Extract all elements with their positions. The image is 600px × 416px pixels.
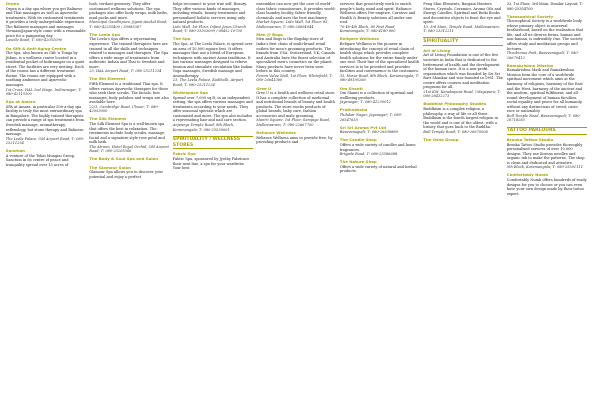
column-6 bbox=[422, 2, 506, 412]
listing-address: The Atrium, Hotel Royal Orchid, Old Airport Road; T: 080-25205566 bbox=[89, 144, 169, 154]
listing-description: The Leela's Spa offers a rejuvenating experience. The trained therapists here are trained in all the skills and techniques related to massages and therapies. The Spa offers a wide range of treatments from authentic Indian and Thai to Swedish and more. bbox=[89, 37, 169, 69]
listing-entry bbox=[507, 138, 587, 170]
listing-address: Municipal Gandhipura, Jigani-Anekal Road; T: 080-42255400 / 30983367 bbox=[89, 20, 168, 29]
listing-description: The Silk Element Spa is a well-known spa that offers the best in relaxation. The treatments include body scrubs, massage, facial and a signature style rose petal and milk bath. bbox=[89, 122, 166, 145]
listing-entry bbox=[423, 49, 503, 99]
listing-title: The Silk Element bbox=[89, 116, 127, 122]
listing-entry bbox=[340, 2, 420, 34]
listing-address: 33, Hosur Road, 8th Block, Koramangala; T: 080-49195266 bbox=[339, 73, 420, 83]
listing-address: 23, HAL Airport Road; T: 080-25211234 bbox=[89, 69, 162, 74]
listing-title: Spa at Amara bbox=[5, 99, 36, 105]
listing-title: The Nature Shop bbox=[339, 159, 377, 165]
listing-entry bbox=[340, 126, 420, 135]
listing-description: Orpea is a day spa where you get Balinese and Thai massages as well as Ayurvedic treatments. With its customised treatments it provides a truly unforgettable experience. The Balinese massages and massages Vietnam/Japan-style come with a reasonable price for a pampering day. bbox=[5, 6, 86, 38]
listing-entry bbox=[173, 91, 253, 132]
listing-address: 5th Block, Koramangala; T: 080-25501111 bbox=[506, 165, 583, 170]
listing-description: Glamour Spa allows you to discover your potential and enjoy a perfect bbox=[89, 170, 164, 179]
column-1 bbox=[4, 2, 88, 412]
listing-description: Reliance Wellness aims to provide free, by providing products and bbox=[256, 135, 333, 145]
listing-entry bbox=[256, 131, 336, 145]
listing-entry bbox=[340, 87, 420, 105]
listing-entry bbox=[6, 2, 86, 43]
listing-entry bbox=[6, 47, 86, 97]
listing-address: Bull Temple Road; T: 080-26670006 bbox=[423, 129, 488, 134]
column-5 bbox=[338, 2, 422, 412]
listing-address: Lavelle Road; T: 080-42051090 bbox=[5, 38, 62, 43]
listing-title: The Leela Spa bbox=[89, 31, 120, 37]
listing-title: Om Shanti bbox=[339, 85, 363, 91]
listing-description: ensembles can now get the care of world-class fabric connoisseurs. It provides world-class laundry facility, fabric friendly chemicals and uses the best machinery. bbox=[256, 2, 336, 20]
listing-description: The Spa, at The Leela Palace, is spread over an area of 10,000 square feet. It offers massages that use a blend of European techniques with ancient Asian traditions. It has various massages designed to relieve tension and stimulate circulation like Indian Yoga massages, Swedish massage and Aromatherapy. bbox=[172, 42, 253, 78]
listing-description: SPA at Amara, in particular 500-a-day spa facility is truly the most extraordinary spa in Bangalore. The highly trained therapists can provide a range of spa treatments from Swedish massage, aromatherapy, reflexology, hot stone therapy and Balinese massage. bbox=[5, 104, 85, 137]
listing-address: Theobroma Park, Basavanagudi; T: 080-26670412 bbox=[506, 51, 579, 60]
listing-description: Religare Wellness is the pioneer in introducing the concept of retail chain of health shops which provides complete health solutions for the entire family under one roof. Their line of the specialised health services is to be provided and provides facilities and convenience to the customers. bbox=[339, 42, 420, 74]
listing-entry bbox=[507, 64, 587, 123]
listing-title: Gree U bbox=[256, 85, 272, 91]
listing-entry bbox=[423, 2, 503, 34]
listing-title: Theosophical Society bbox=[506, 13, 554, 19]
listing-address: 22/3, Cambridge Road, Ulsoor; T: 080-42053000 bbox=[89, 104, 159, 114]
section-heading: SPIRITUALITY / WELLNESS STORES bbox=[173, 136, 253, 150]
listing-description: The Spa, also known as Gift 'n Tonga by Jitfam, is a wellness centre located in a residential pocket of Indiranagar on a quiet street. The facilities are very inviting. Each of the rooms has a different treatment theme. The rooms are equipped with a soothing ambience and Ayurvedic massages. bbox=[5, 51, 85, 87]
listing-address: Forum Value Mall, 1st Floor, Whitefield; T: 080-26641360 bbox=[256, 73, 333, 83]
listing-entry bbox=[256, 87, 336, 128]
listing-entry bbox=[89, 157, 169, 162]
listing-title: The Spa bbox=[172, 36, 191, 42]
section-heading: TATTOO PARLOURS bbox=[507, 127, 587, 135]
listing-title: Comfortably Numb bbox=[506, 172, 549, 178]
listing-address: Jayanagar; T: 080-41230012 bbox=[339, 100, 391, 105]
listing-entry bbox=[340, 160, 420, 174]
listing-entry bbox=[423, 138, 503, 143]
listing-address: Anjaneya Temple Road, 8th Block, Koramangala; T: 080-25530001 bbox=[172, 122, 235, 132]
listing-title: Men @ Bogs bbox=[256, 31, 283, 37]
listing-address: Basavanagudi; T: 080-26508889 bbox=[339, 130, 398, 135]
listing-address: 70-40-4th Block, 80 Feet Road, Koramangala; T: 080-4180 800 bbox=[339, 24, 396, 34]
column-4 bbox=[255, 2, 339, 412]
listing-address: 1st Cross, HAL 2nd Stage, Indiranagar; T: 080-42115100 bbox=[5, 87, 82, 97]
listing-description: Fabric Spa, sponsored by Jyothy Fabricare their next line, a spa for your wardrobe. Your best bbox=[172, 157, 250, 171]
listing-description: Bronka Tattoo Studio provides thoroughly personalised services of over 10,000 designs. They use Korean needles and organic ink to make the patterns. The shop is clean and dedicated and attentive. bbox=[506, 142, 585, 165]
listing-title: Bronka Tattoo Studio bbox=[506, 136, 554, 142]
listing-entry bbox=[89, 166, 169, 180]
listing-entry bbox=[340, 37, 420, 83]
listing-description: Offers a wide variety of natural and herbal products. bbox=[339, 164, 417, 174]
listing-entry bbox=[173, 2, 253, 34]
listing-description: lush, verdant greenery. They offer customised wellness solutions. The spa packages also offer body wraps, milk baths, mud packs and more. bbox=[89, 2, 169, 20]
listing-address: 21st KM, Kanakapura Road, Udayapura; T: 080-28432273 bbox=[423, 89, 501, 99]
listing-address: 23, The Leela Palace, Kodihalli, Airport Road; T: 080-25211234 bbox=[172, 78, 244, 87]
listing-entry bbox=[507, 15, 587, 61]
column-3 bbox=[171, 2, 255, 412]
listing-entry bbox=[507, 2, 587, 11]
listing-title: The Candle Shop bbox=[339, 137, 377, 143]
listing-description: Art of Living Foundation is one of the few societies in India that is dedicated to the betterment of health and the development of the human race. It is a non-profit organisation which was founded by Sri Sri Ravi Shankar and was founded in 1981. The centre offers courses and meditation programs for all. bbox=[423, 53, 503, 90]
listing-title: Fabric Spa bbox=[172, 151, 196, 157]
listing-title: Pratheeksha bbox=[339, 107, 368, 113]
columns bbox=[4, 2, 596, 412]
listing-title: Ramakrishna Mission bbox=[506, 62, 554, 68]
listing-entry bbox=[256, 33, 336, 83]
listing-address: Bull Temple Road, Basavanagudi; T: 080-26718283 bbox=[506, 113, 581, 123]
listing-entry bbox=[340, 108, 420, 122]
listing-entry bbox=[6, 100, 86, 146]
listing-title: Religare Wellness bbox=[339, 36, 379, 42]
listing-description: Offers a wide variety of candles and home fragrances. bbox=[339, 142, 416, 152]
listing-title: Reliance Wellness bbox=[256, 130, 296, 136]
listing-address: Market Square, Lido Mall, 1st Floor, 85, Malleswaram; T: 080-26694944 bbox=[256, 20, 329, 29]
listing-address: Thilakar Nagar, Jayanagar; T: 080-26547655 bbox=[339, 112, 403, 122]
listing-title: Oz Gift & Anti-Aging Centre bbox=[5, 45, 67, 51]
listing-description: A venture of the Tokai Mungiai Group, Sanctum in its centre of peace and tranquility spread over 15 acres of bbox=[5, 153, 76, 168]
column-7 bbox=[505, 2, 589, 412]
listing-description: services that proactively work to enrich people's body, mind and spirit. Reliance Wellness offers Pre-emptive, Curative and Health & Beauty solutions all under one roof. bbox=[339, 2, 416, 25]
listing-address: Mantri Square, 1st Floor, Sampige Road, Malleswaram; T: 080-22667700 bbox=[256, 118, 331, 127]
listing-entry bbox=[6, 149, 86, 167]
listing-description: Spread over 7,000 sq ft, in an independent setting, the spa offers various massages and treatments according to your needs. They offer seasonal specials which are customised and more. The spa also includes a rejuvenating hair and nail care section. bbox=[172, 95, 253, 123]
listing-description: Feng Shui Elements, Bargain Hunters Stores, Crystals, Ceramics, Aroma Oils and Energy Candles, Spiritual and Reiki Books and decorative objects to feast the eye and spirit. bbox=[423, 2, 502, 25]
listing-description: Fifth Element is a traditional Thai spa. It offers various Ayurvedic therapies for those who seek their scrubs. The facials, foot massages, body polishes and wraps are also available here. bbox=[89, 82, 169, 105]
listing-title: Sanctum bbox=[5, 148, 25, 154]
listing-entry bbox=[340, 138, 420, 156]
listing-title: Art of Living bbox=[423, 47, 451, 53]
listing-description: 33, 1st Floor, 3rd Main, Domlur Layout; T: 080-25354700 bbox=[506, 2, 584, 11]
listing-entry bbox=[507, 173, 587, 196]
listing-description: Men and Bogs is the flagship store of India's first chain of multi-brand retail outlets for men's grooming products. The brands from USA, Switzerland, UK, Canada and Australia have the finest selection of specialized men's cosmetics on the planet. Many products have never been seen before in this country. bbox=[256, 37, 336, 74]
listing-entry bbox=[89, 2, 169, 29]
listing-entry bbox=[89, 77, 169, 113]
section-heading: SPIRITUALITY bbox=[423, 37, 503, 45]
listing-title: The 5th Element bbox=[89, 76, 126, 82]
listing-title: Sri Sri Aroma Pvt Ltd bbox=[339, 124, 386, 130]
listing-description: Comfortably Numb offers hundreds of ready designs for you to choose or you can even have your own design made by their tattoo expert. bbox=[506, 178, 587, 196]
listing-title: Orpea bbox=[5, 2, 20, 6]
listing-title: The Osho Group bbox=[423, 136, 459, 142]
listing-address: The Leela Palace, Old Airport Road; T: 080-25211234 bbox=[5, 136, 85, 146]
listing-address: 10, 3rd Main, Temple Road, Malleswaram; T: 080-23312211 bbox=[423, 24, 500, 34]
listing-description: Buddhism is a complex religion, a philosophy, a way of life or all three. Buddhism is the fourth largest religion in the world and is one of the oldest, with a history that goes back to the Buddha. bbox=[423, 107, 498, 130]
listing-title: The Glamour Salon bbox=[89, 164, 131, 170]
listing-title: Buddhist Philosophy Studies bbox=[423, 101, 487, 107]
column-2 bbox=[88, 2, 172, 412]
listing-description: Gree U is a health and wellness retail store. It has a complete collection of medicinal and nutritional brands of beauty and health products. The store stocks products of global brands, baby care, fashion accessories and male grooming. bbox=[256, 91, 336, 118]
listing-description: Om Shanti is a collection of spiritual and wellbeing products. bbox=[339, 91, 414, 100]
listing-address: Lido Mall, 1st Floor, Infant Jesus Church Road; T: 080-25503099 / 98452 10700 bbox=[172, 24, 246, 34]
listing-description: helps reconnect to your true self. Beauty. They offer various kinds of massages, including rituals, beauty treatments and personalised holistic services using only natural products. bbox=[172, 2, 247, 25]
listing-entry bbox=[89, 33, 169, 74]
listing-entry bbox=[173, 152, 253, 170]
listing-address: Brigade Road; T: 080-25586688 bbox=[339, 152, 398, 157]
listing-title: Whitespace Spa bbox=[172, 90, 208, 96]
listing-entry bbox=[173, 37, 253, 87]
listing-entry bbox=[256, 2, 336, 29]
listing-entry bbox=[423, 102, 503, 134]
listing-entry bbox=[89, 117, 169, 153]
listing-description: Theosophical Society is a worldwide body whose primary object is universal brotherhood, based on the realisation that life, and all its diverse forms, human and non-human, is indivisibly One. The society offers study and meditation groups and lectures. bbox=[506, 19, 584, 51]
listing-description: Ramakrishna Math and Ramakrishna Mission form the core of a worldwide spiritual movement which aims at the harmony of religions, harmony of the East and the West, harmony of the ancient and the modern, spiritual fulfilment, and all-round development of human faculties, social equality and peace for all humanity, without any distinctions of creed, caste, race or nationality. bbox=[506, 68, 583, 114]
listing-title: The Body & Soul Spa and Salon bbox=[89, 156, 159, 162]
